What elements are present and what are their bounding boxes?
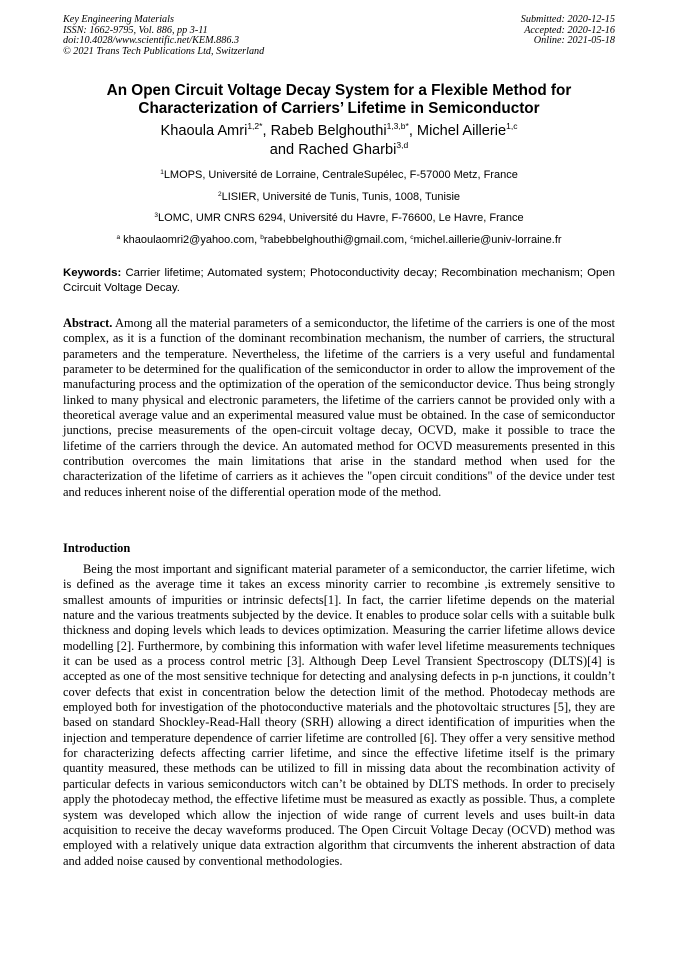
keywords-text: Carrier lifetime; Automated system; Photoconductivity decay; Recombination mechanism; Open Ccircuit Voltage Decay.	[63, 267, 615, 294]
author-affiliation-mark: 1,c	[506, 121, 518, 131]
journal-doi[interactable]: doi:10.4028/www.scientific.net/KEM.886.3	[63, 35, 240, 47]
paper-title	[40, 82, 638, 118]
affiliation-text: LMOPS, Université de Lorraine, CentraleSupélec, F-57000 Metz, France	[163, 169, 518, 181]
email-mark: a	[116, 234, 121, 241]
author-line-1	[40, 122, 638, 141]
email-list	[40, 234, 638, 247]
journal-name: Key Engineering Materials	[63, 14, 174, 25]
abstract-section	[63, 316, 615, 500]
affiliation-text: LISIER, Université de Tunis, Tunis, 1008, Tunisie	[221, 191, 461, 203]
keywords-section	[63, 266, 615, 295]
keywords-label: Keywords:	[63, 267, 122, 279]
affiliation-1	[40, 169, 638, 182]
date-online: Online: 2021-05-18	[533, 35, 615, 47]
email-mark: c	[410, 234, 414, 241]
author-conjunction: and	[269, 141, 299, 158]
email-mark: b	[260, 234, 264, 241]
email-link[interactable]: rabebbelghouthi@gmail.com,	[263, 234, 411, 246]
affiliation-mark: 3	[154, 212, 159, 219]
author-affiliation-mark: 3,d	[396, 139, 409, 150]
title-line-2: Characterization of Carriers’ Lifetime in Semiconductor	[138, 100, 540, 117]
email-link[interactable]: michel.aillerie@univ-lorraine.fr	[413, 234, 562, 246]
affiliation-2	[40, 191, 638, 204]
author-separator: ,	[408, 123, 417, 139]
abstract-text: Among all the material parameters of a semiconductor, the lifetime of the carriers is one of the most complex, as it is a function of the dominant recombination mechanism, the number of carriers, the structural parameters and the temperature. Nevertheless, the lifetime of the carriers is a very useful and fundamental parameter to be determined for the qualification of the semiconductor in order to allow the improvement of the manufacturing process and the optimization of the operation of the semiconductor device. Thus being strongly linked to many physical and electronic parameters, the lifetime of the carriers cannot be provided only with a theoretical average value and an experimental measured value must be obtained. In the case of semiconductor junctions, precise measurements of the open-circuit voltage decay, OCVD, make it possible to trace the lifetime of the carriers through the device. An automated method for OCVD measurements presented in this contribution overcomes the main limitations that arise in the standard method when used for the characterization of the lifetime of carriers as it achieves the "open circuit conditions" of the device under test and reduces inherent noise of the differential operation mode of the method.	[63, 316, 615, 499]
journal-info	[63, 15, 264, 57]
author-affiliation-mark: 1,2*	[247, 121, 263, 131]
author-affiliation-mark: 1,3,b*	[386, 121, 409, 131]
author-name: Rabeb Belghouthi	[270, 123, 387, 139]
title-line-1: An Open Circuit Voltage Decay System for a Flexible Method for	[106, 82, 572, 99]
journal-issn: ISSN: 1662-9795, Vol. 886, pp 3-11	[63, 24, 208, 36]
author-name: Michel Aillerie	[416, 123, 507, 139]
journal-copyright: © 2021 Trans Tech Publications Ltd, Switzerland	[63, 45, 265, 57]
author-name: Khaoula Amri	[160, 123, 248, 139]
affiliation-mark: 2	[217, 191, 222, 198]
email-link[interactable]: khaoulaomri2@yahoo.com,	[120, 234, 261, 246]
author-name: Rached Gharbi	[298, 141, 397, 158]
affiliation-3	[40, 212, 638, 225]
author-separator: ,	[262, 123, 271, 139]
date-accepted: Accepted: 2020-12-16	[524, 24, 615, 36]
author-line-2	[40, 141, 638, 160]
date-submitted: Submitted: 2020-12-15	[520, 14, 615, 25]
publication-dates	[521, 15, 615, 47]
author-list	[40, 122, 638, 159]
introduction-paragraph: Being the most important and significant material parameter of a semiconductor, the carrier lifetime, wich is defined as the average time it takes an excess minority carrier to recombine ,is extremely sensitive to smallest amounts of impurities or intrinsic defects[1]. In fact, the carrier lifetime depends on the material nature and the various treatments subjected by the device. It enables to produce solar cells with a suitable bulk thickness and doping levels which leads to devices optimization. Measuring the carrier lifetime allows device modelling [2]. Furthermore, by combining this information with wafer level lifetime measurements techniques it can be used as a process control metric [3]. Although Deep Level Transient Spectroscopy (DLTS)[4] is accepted as one of the most sensitive technique for detecting and analysing defects in p-n junctions, it couldn’t cover defects that exist in concentration below the detection limit of the method. Photodecay methods are employed both for investigation of the photoconductive materials and the photovoltaic structures [5], they are based on standard Shockley-Read-Hall theory (SRH) allowing a direct identification of impurities when the injection and temperature dependence of carrier lifetime are controlled [6]. They offer a very sensitive method for characterizing defects affecting carrier lifetime, and since the effective lifetime itself is the primary quantity measured, these methods can be utilized to fill in missing data about the recombination activity of particular defects in various semiconductors witch can’t be obtained by DLTS methods. In order to precisely apply the photodecay method, the effective lifetime must be measured as exactly as possible. Thus, a complete system was developed which allow the injection of wide range of current levels and uses built-in data acquisition to receive the decay waveforms produced. The Open Circuit Voltage Decay (OCVD) method was employed with a relatively unique data extraction algorithm that circumvents the inherent abstraction of data and added noise caused by conventional methodologies.	[63, 562, 615, 868]
abstract-label: Abstract.	[63, 316, 113, 330]
affiliation-mark: 1	[160, 169, 164, 176]
section-heading-introduction: Introduction	[63, 541, 131, 555]
affiliation-text: LOMC, UMR CNRS 6294, Université du Havre, F-76600, Le Havre, France	[158, 212, 524, 224]
